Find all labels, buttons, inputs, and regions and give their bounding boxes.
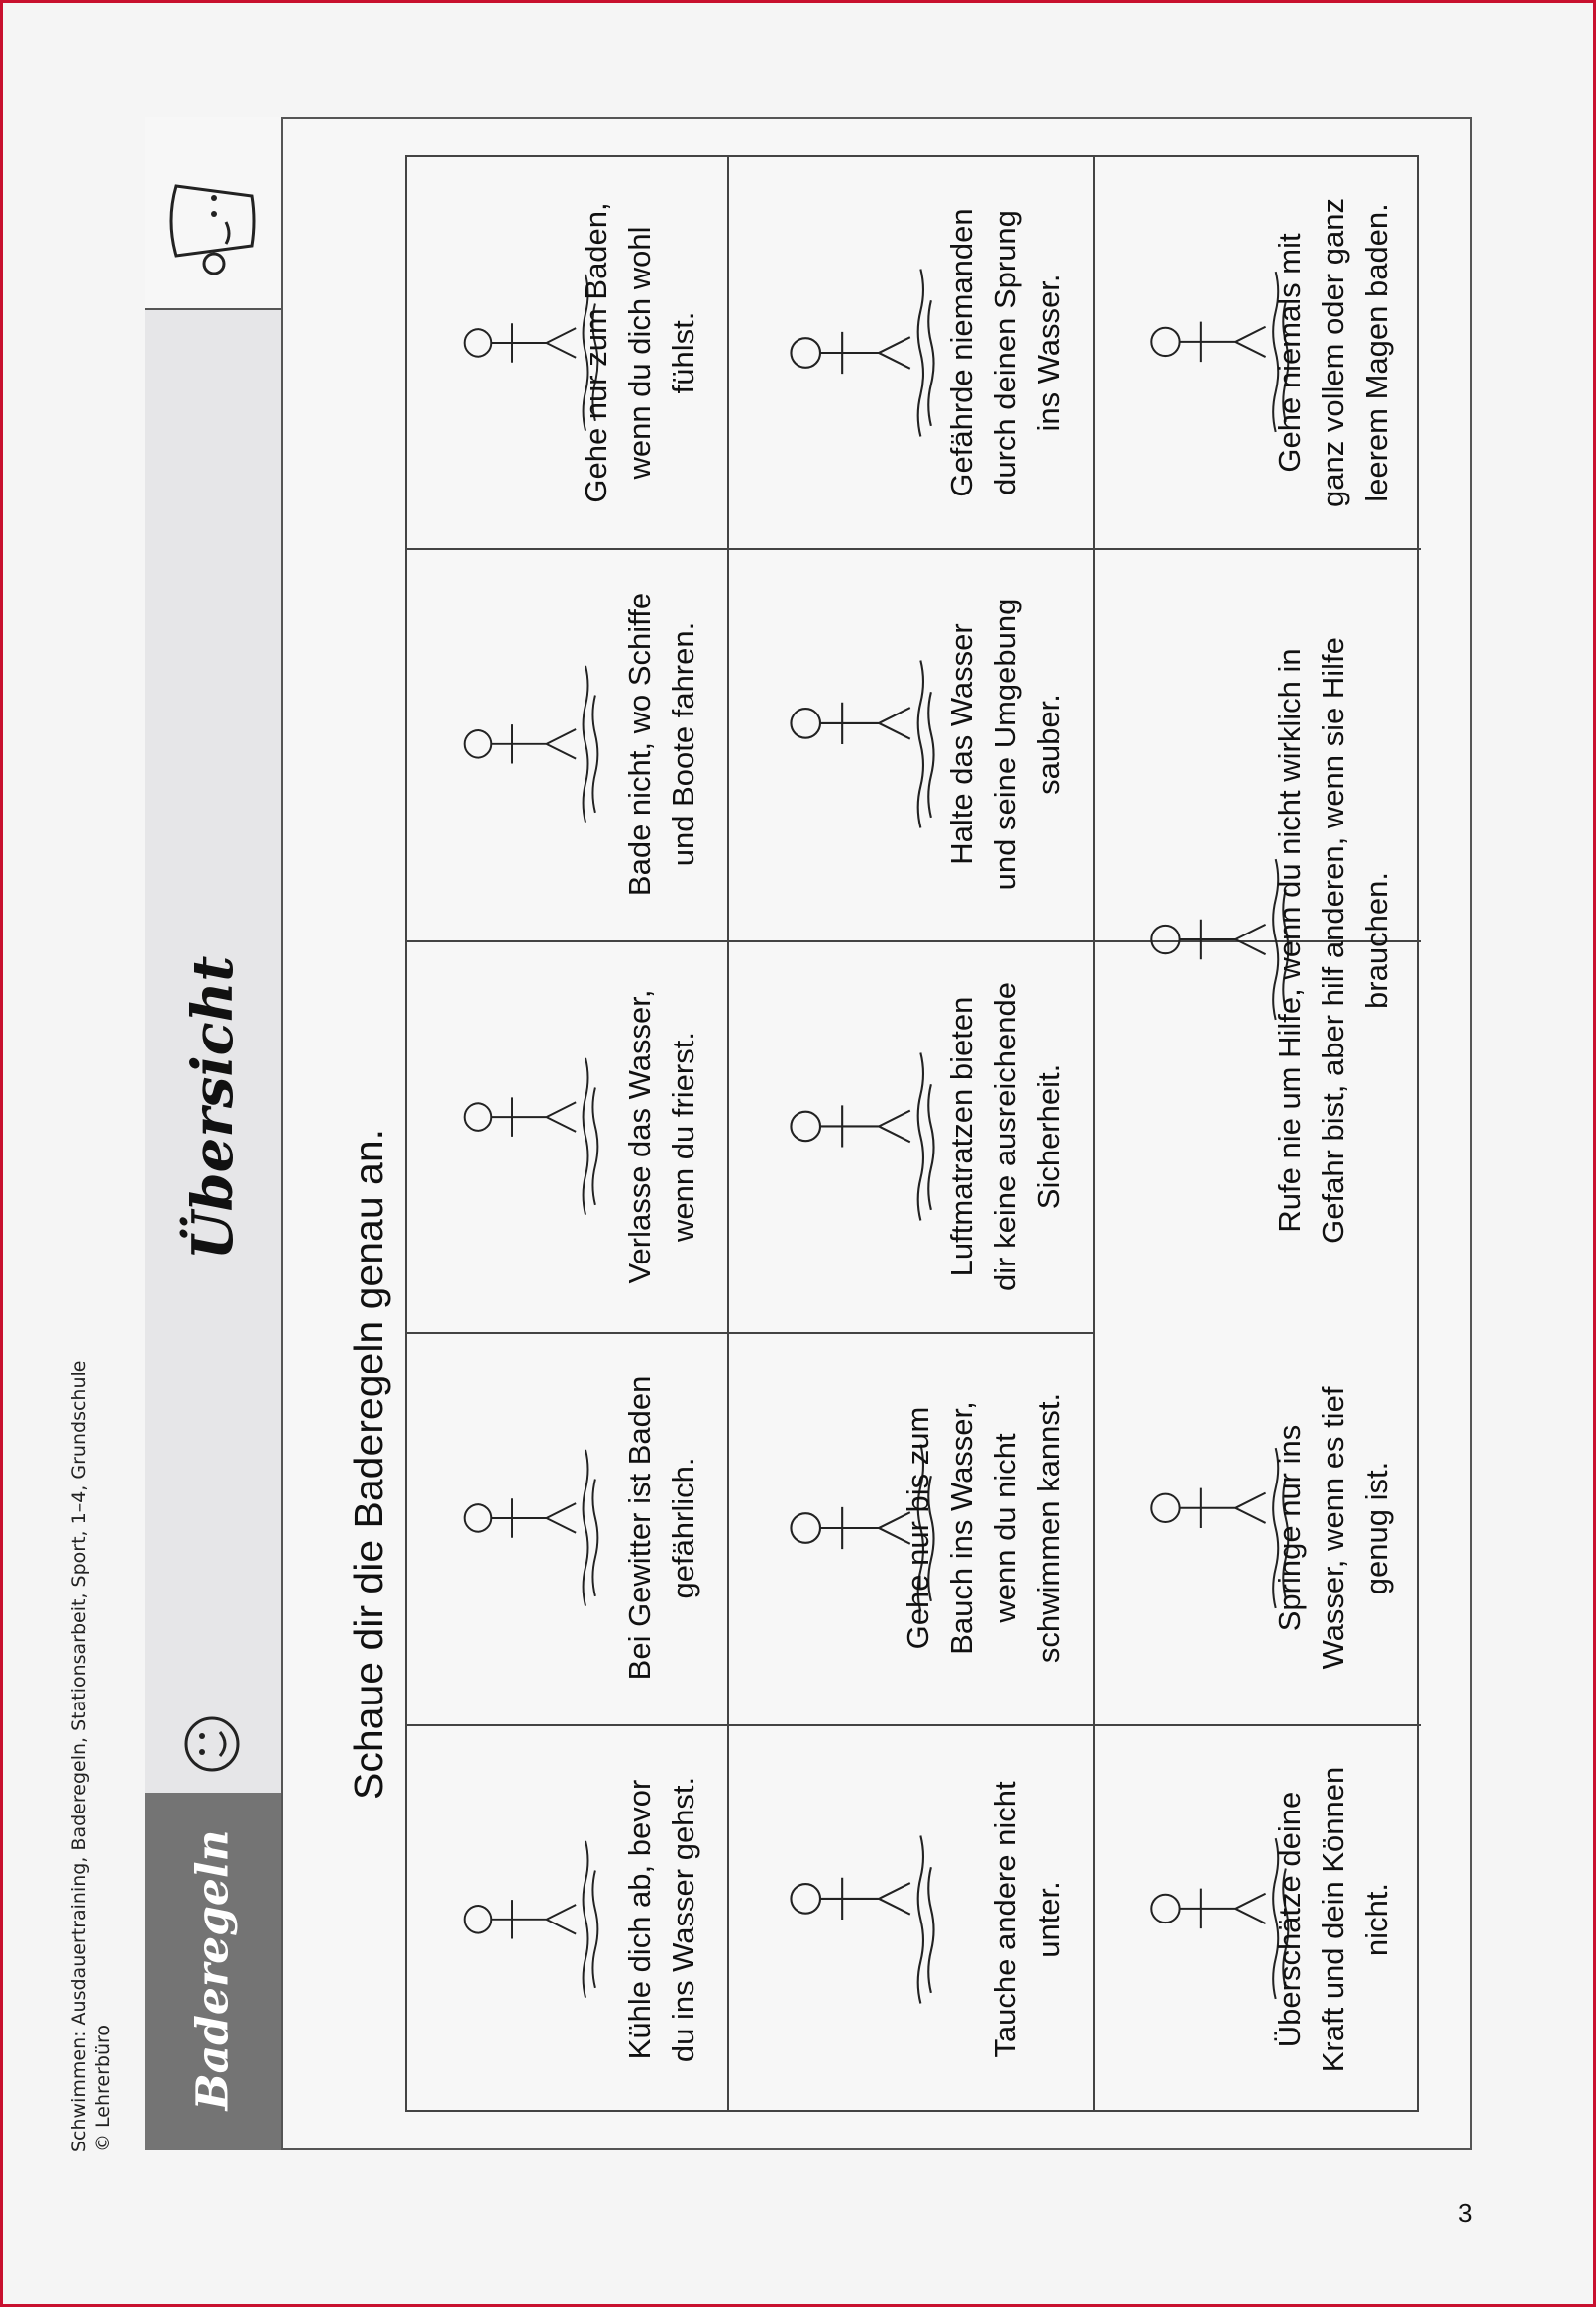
- rule-text: [618, 1376, 705, 1681]
- rule-text: [1268, 1766, 1399, 2072]
- rule-line: Gehe nur zum Baden,: [579, 201, 613, 503]
- dunking-children-icon: [764, 1825, 952, 2014]
- rule-text: [897, 1393, 1071, 1663]
- title-bar-divider: [281, 117, 283, 2150]
- rule-line: durch deinen Sprung: [988, 209, 1022, 495]
- series-line: Schwimmen: Ausdauertraining, Baderegeln, Stationsarbeit, Sport, 1–4, Grundschule: [68, 1360, 90, 2152]
- rule-line: wenn du frierst.: [666, 1031, 700, 1242]
- rule-line: Bei Gewitter ist Baden: [622, 1375, 657, 1681]
- rule-text: [618, 989, 705, 1283]
- rule-line: genug ist.: [1359, 1461, 1394, 1595]
- rule-line: wenn du dich wohl: [622, 225, 657, 480]
- rule-line: und seine Umgebung: [988, 598, 1022, 891]
- page-number: 3: [1458, 2198, 1473, 2228]
- rule-cell: [407, 1724, 727, 2114]
- rule-line: dir keine ausreichende: [988, 981, 1022, 1291]
- rule-line: sauber.: [1031, 694, 1066, 795]
- thunderstorm-icon: [439, 1440, 615, 1616]
- rule-text: [1268, 1387, 1399, 1670]
- rule-line: Halte das Wasser: [944, 623, 979, 865]
- rule-line: Rufe nie um Hilfe, wenn du nicht wirklich in: [1272, 647, 1307, 1233]
- boat-swimmer-icon: [439, 656, 615, 832]
- teacher-icon: [157, 166, 271, 275]
- rule-line: leerem Magen baden.: [1359, 202, 1394, 502]
- rule-cell: [1093, 1724, 1421, 2114]
- rule-line: ganz vollem oder ganz: [1316, 197, 1350, 507]
- rule-cell: [1093, 548, 1421, 1332]
- rule-line: Gehe nur bis zum: [901, 1406, 935, 1650]
- rule-text: [940, 208, 1071, 496]
- rule-line: Kühle dich ab, bevor: [622, 1779, 657, 2059]
- shower-icon: [439, 1831, 615, 2008]
- page-title: Übersicht: [180, 955, 246, 1261]
- rule-line: Springe nur ins: [1272, 1424, 1307, 1632]
- rule-line: wenn du nicht: [988, 1433, 1022, 1623]
- rule-cell: [1093, 157, 1421, 548]
- rule-line: du ins Wasser gehst.: [666, 1776, 700, 2062]
- rule-line: Sicherheit.: [1031, 1063, 1066, 1209]
- rule-text: [940, 982, 1071, 1291]
- diving-child-icon: [764, 259, 952, 447]
- rule-cell: [727, 1332, 1093, 1724]
- rule-line: schwimmen kannst.: [1031, 1392, 1066, 1664]
- rule-text: [1268, 637, 1399, 1244]
- rule-line: Gehe niemals mit: [1272, 232, 1307, 473]
- rule-line: Luftmatratzen bieten: [944, 996, 979, 1276]
- rule-text: [618, 1776, 705, 2061]
- rule-cell: [727, 157, 1093, 548]
- rule-cell: [407, 1332, 727, 1724]
- rule-cell: [1093, 1332, 1421, 1724]
- rule-line: und Boote fahren.: [666, 621, 700, 867]
- rule-cell: [407, 940, 727, 1332]
- header-meta: [67, 1361, 115, 2152]
- rule-line: nicht.: [1359, 1882, 1394, 1956]
- rule-line: Überschätze deine: [1272, 1791, 1307, 2047]
- rule-line: fühlst.: [666, 311, 700, 393]
- instruction-text: Schaue dir die Baderegeln genau an.: [346, 1128, 391, 1800]
- air-mattress-icon: [764, 1043, 952, 1231]
- shivering-child-icon: [439, 1048, 615, 1225]
- rule-line: ins Wasser.: [1031, 273, 1066, 432]
- rule-line: Bade nicht, wo Schiffe: [622, 592, 657, 897]
- rule-line: gefährlich.: [666, 1457, 700, 1599]
- rule-cell: [727, 1724, 1093, 2114]
- smiley-icon: [182, 1714, 242, 1774]
- rule-line: Gefahr bist, aber hilf anderen, wenn sie Hilfe: [1316, 636, 1350, 1244]
- topic-label: Baderegeln: [187, 1829, 239, 2111]
- rule-text: [940, 599, 1071, 891]
- title-bar: [145, 117, 281, 2150]
- rule-cell: [407, 548, 727, 940]
- rule-cell: [407, 157, 727, 548]
- rule-cell: [727, 548, 1093, 940]
- rule-text: [618, 593, 705, 896]
- rule-text: [575, 202, 705, 502]
- rules-grid: [405, 155, 1419, 2112]
- copyright-line: © Lehrerbüro: [92, 2024, 114, 2152]
- title-bar-separator: [145, 308, 281, 310]
- rule-line: Verlasse das Wasser,: [622, 989, 657, 1283]
- rule-cell: [727, 940, 1093, 1332]
- rule-line: Kraft und dein Können: [1316, 1766, 1350, 2072]
- rule-line: brauchen.: [1359, 871, 1394, 1009]
- rule-line: Wasser, wenn es tief: [1316, 1386, 1350, 1670]
- rule-line: Bauch ins Wasser,: [944, 1401, 979, 1655]
- rule-line: Tauche andere nicht: [988, 1780, 1022, 2058]
- rule-line: unter.: [1031, 1880, 1066, 1958]
- rule-text: [1268, 198, 1399, 507]
- trash-can-icon: [764, 650, 952, 838]
- rule-line: Gefährde niemanden: [944, 207, 979, 497]
- rule-text: [984, 1781, 1071, 2057]
